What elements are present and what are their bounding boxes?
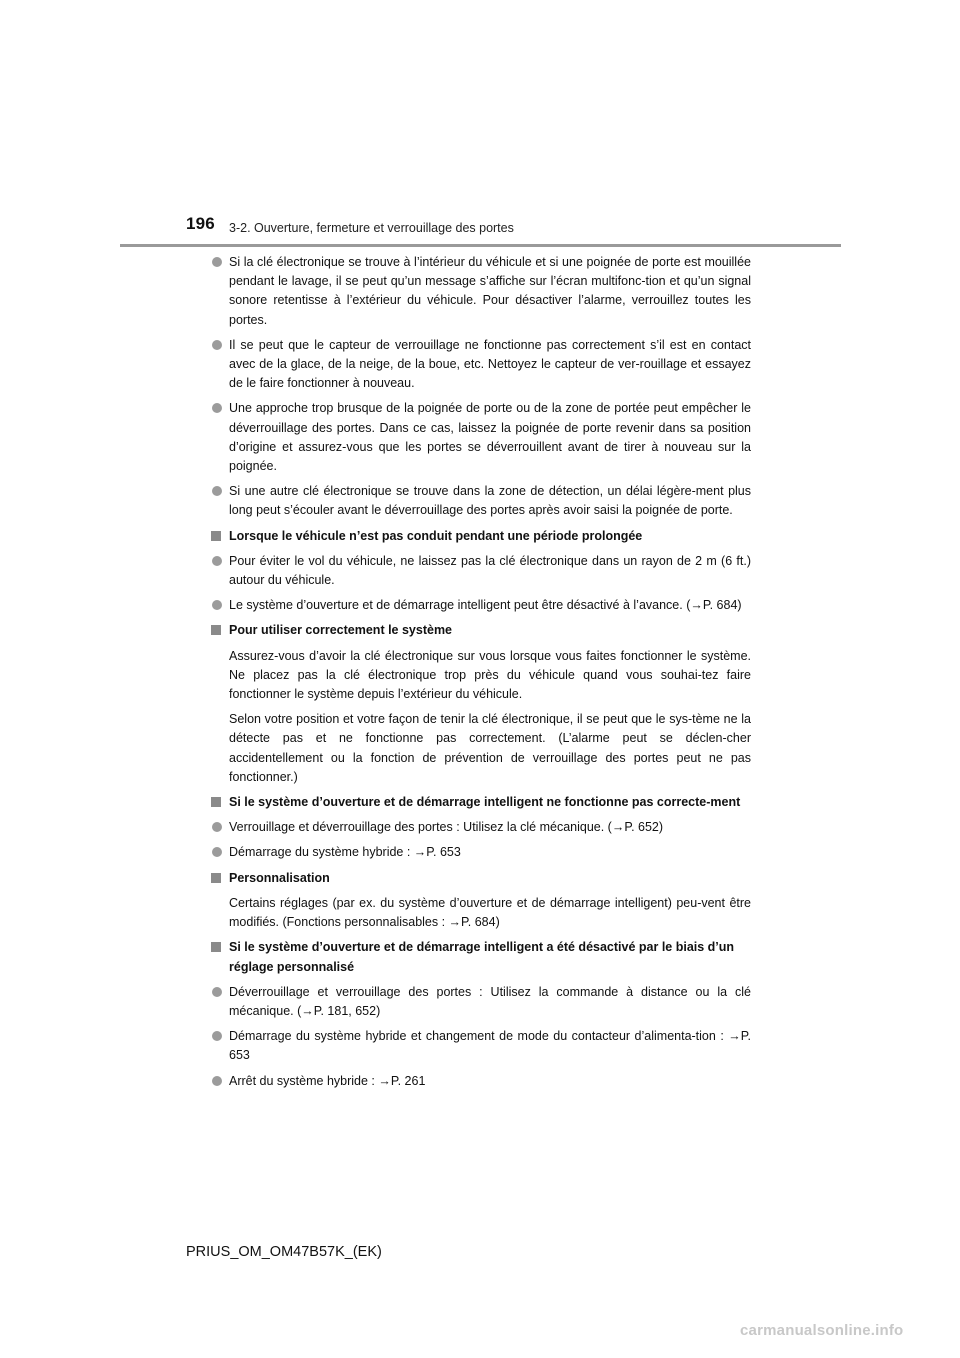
bullet-icon — [212, 1031, 222, 1041]
bullet-icon — [212, 847, 222, 857]
watermark: carmanualsonline.info — [740, 1322, 904, 1339]
square-bullet-icon — [211, 625, 221, 635]
paragraph: Assurez-vous d’avoir la clé électronique sur vous lorsque vous faites fonctionner le système. Ne placez pas la clé électronique trop près du véhicule quand vous souhai-tez faire fonctionner le système depuis l’extérieur du véhicule. — [229, 648, 751, 702]
square-bullet-icon — [211, 942, 221, 952]
list-item-text: Démarrage du système hybride : →P. 653 — [229, 845, 461, 860]
list-item-text: Arrêt du système hybride : →P. 261 — [229, 1073, 426, 1088]
bullet-icon — [212, 486, 222, 496]
list-item — [211, 818, 751, 837]
section-heading — [211, 869, 751, 888]
heading-text: Personnalisation — [229, 870, 330, 885]
list-item-text: Le système d’ouverture et de démarrage intelligent peut être désactivé à l’avance. (→P. 684) — [229, 598, 742, 613]
bullet-icon — [212, 1076, 222, 1086]
list-item-text: Verrouillage et déverrouillage des portes : Utilisez la clé mécanique. (→P. 652) — [229, 820, 664, 835]
list-item-text: Pour éviter le vol du véhicule, ne laissez pas la clé électronique dans un rayon de 2 m (6 ft.) autour du véhicule. — [229, 553, 751, 588]
list-item-text: Si une autre clé électronique se trouve dans la zone de détection, un délai légère-ment plus long peut s’écouler avant le déverrouillage des portes après avoir saisi la poignée de porte. — [229, 484, 751, 518]
heading-text: Si le système d’ouverture et de démarrage intelligent ne fonctionne pas correcte-ment — [229, 795, 741, 810]
bullet-icon — [212, 600, 222, 610]
bullet-icon — [212, 257, 222, 267]
list-item — [211, 399, 751, 476]
square-bullet-icon — [211, 531, 221, 541]
bullet-icon — [212, 556, 222, 566]
list-item-text: Une approche trop brusque de la poignée de porte ou de la zone de portée peut empêcher le déverrouillage des portes. Dans ce cas, laissez la poignée de porte revenir dans sa position d’origine et assurez-vous que les portes se déverrouillent avant de tirer à nouveau sur la poignée. — [229, 401, 751, 474]
list-item-text: Il se peut que le capteur de verrouillage ne fonctionne pas correctement s’il est en contact avec de la glace, de la neige, de la boue, etc. Nettoyez le capteur de ver-rouillage et essayez de le faire fonctionner à nouveau. — [229, 337, 751, 391]
list-item — [211, 552, 751, 590]
list-item-text: Démarrage du système hybride et changement de mode du contacteur d’alimenta-tion : →P. 653 — [229, 1029, 751, 1063]
section-heading — [211, 938, 751, 976]
document-code: PRIUS_OM_OM47B57K_(EK) — [186, 1244, 382, 1260]
paragraph: Selon votre position et votre façon de tenir la clé électronique, il se peut que le sys-tème ne la détecte pas et ne fonctionne pas correctement. (L’alarme peut se déclen-cher accidentellement ou la fonction de prévention de verrouillage des portes peut ne pas fonctionner.) — [229, 712, 751, 784]
list-item — [211, 843, 751, 862]
list-item — [211, 596, 751, 615]
square-bullet-icon — [211, 797, 221, 807]
section-heading — [211, 621, 751, 640]
list-item — [211, 1027, 751, 1065]
bullet-icon — [212, 822, 222, 832]
section-title: 3-2. Ouverture, fermeture et verrouillage des portes — [229, 221, 514, 235]
heading-text: Pour utiliser correctement le système — [229, 623, 453, 638]
list-item — [211, 253, 751, 330]
bullet-icon — [212, 403, 222, 413]
section-heading — [211, 793, 751, 812]
page-header — [0, 0, 960, 250]
bullet-icon — [212, 340, 222, 350]
heading-text: Lorsque le véhicule n’est pas conduit pendant une période prolongée — [229, 528, 643, 543]
square-bullet-icon — [211, 873, 221, 883]
bullet-icon — [212, 987, 222, 997]
list-item — [211, 336, 751, 394]
list-item — [211, 983, 751, 1021]
page-number: 196 — [186, 214, 215, 233]
section-heading — [211, 527, 751, 546]
list-item-text: Déverrouillage et verrouillage des portes : Utilisez la commande à distance ou la clé mécanique. (→P. 181, 652) — [229, 984, 751, 1018]
list-item — [211, 1072, 751, 1091]
list-item-text: Si la clé électronique se trouve à l’intérieur du véhicule et si une poignée de porte est mouillée pendant le lavage, il se peut qu’un message s’affiche sur l’écran multifonc-tion et qu’un signal sonore retentisse à l’extérieur du véhicule. Pour désactiver l’alarme, verrouillez toutes les portes. — [229, 255, 751, 327]
header-divider — [120, 244, 841, 247]
page-content — [211, 253, 751, 1097]
paragraph: Certains réglages (par ex. du système d’ouverture et de démarrage intelligent) peu-vent être modifiés. (Fonctions personnalisables : →P. 684) — [229, 895, 751, 930]
heading-text: Si le système d’ouverture et de démarrage intelligent a été désactivé par le biais d’un réglage personnalisé — [229, 940, 735, 974]
list-item — [211, 482, 751, 520]
